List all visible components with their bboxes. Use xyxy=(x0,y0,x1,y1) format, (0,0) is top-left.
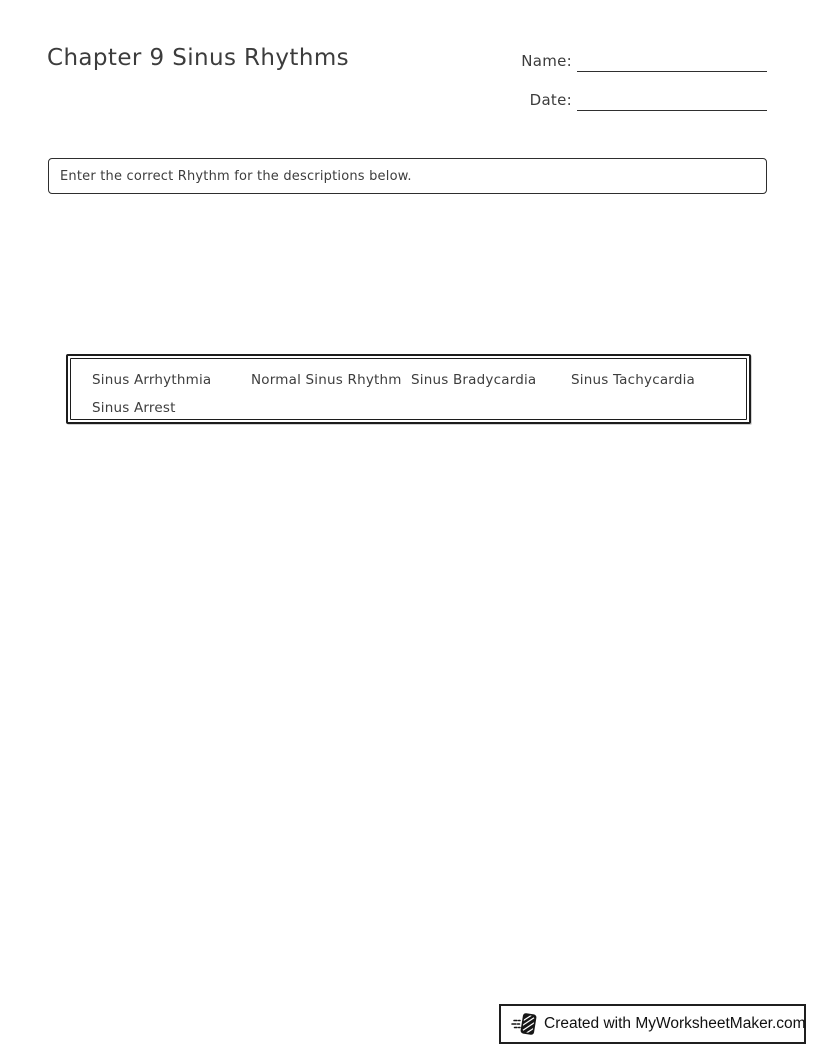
credit-text: Created with MyWorksheetMaker.com xyxy=(544,1015,806,1032)
date-field-row xyxy=(530,85,767,111)
instructions-text: Enter the correct Rhythm for the descriptions below. xyxy=(60,168,412,184)
word-bank-item-sinus-bradycardia: Sinus Bradycardia xyxy=(411,372,537,388)
name-label: Name: xyxy=(521,52,572,70)
word-bank-box xyxy=(66,354,751,424)
word-bank-inner xyxy=(70,358,747,420)
name-field-row xyxy=(521,46,767,72)
word-bank-item-sinus-arrest: Sinus Arrest xyxy=(92,400,176,416)
name-write-line xyxy=(577,48,767,72)
word-bank-item-sinus-arrhythmia: Sinus Arrhythmia xyxy=(92,372,212,388)
flying-worksheet-icon xyxy=(511,1010,537,1038)
worksheet-maker-credit-link[interactable] xyxy=(499,1004,806,1044)
word-bank-item-sinus-tachycardia: Sinus Tachycardia xyxy=(571,372,696,388)
page-title: Chapter 9 Sinus Rhythms xyxy=(47,45,350,71)
date-label: Date: xyxy=(529,91,572,109)
word-bank-item-normal-sinus-rhythm: Normal Sinus Rhythm xyxy=(251,372,402,388)
date-write-line xyxy=(577,87,767,111)
instructions-box xyxy=(48,158,767,194)
